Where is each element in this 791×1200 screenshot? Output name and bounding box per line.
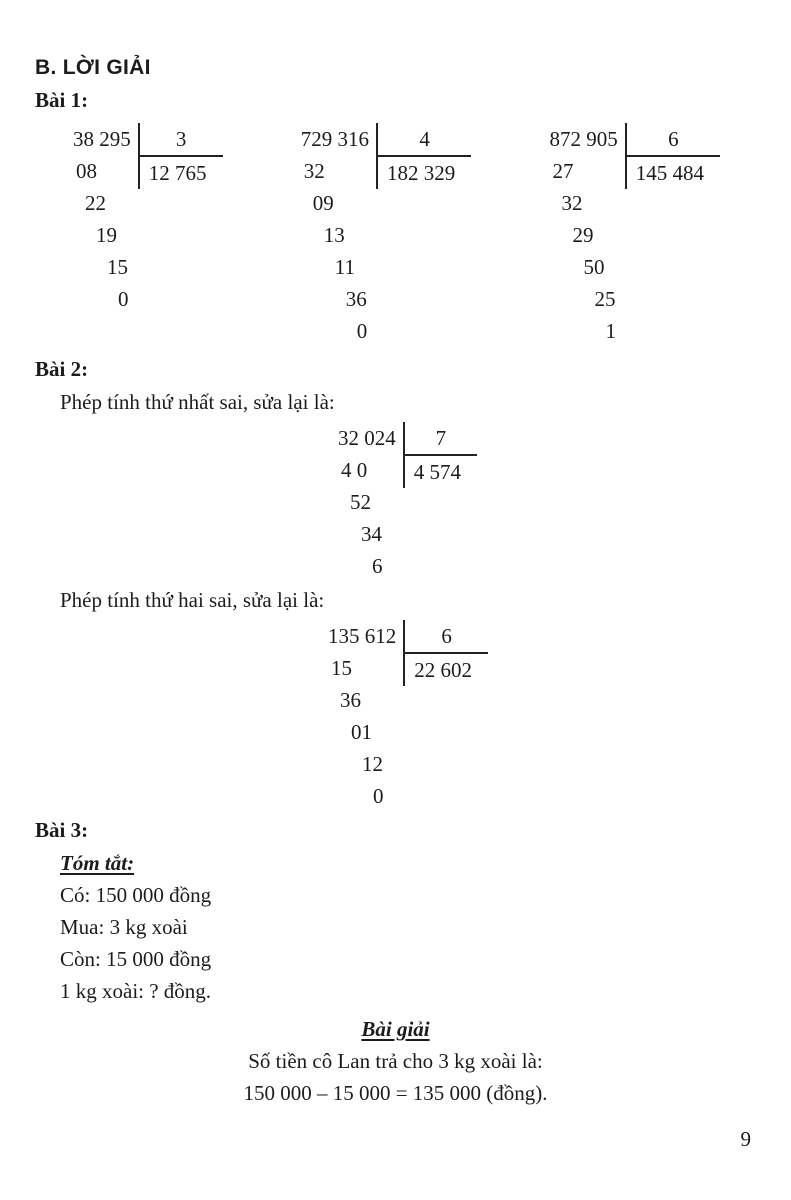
dividend: 38 295 (73, 127, 131, 151)
work-row: 22 (85, 191, 106, 215)
work-row: 19 (96, 223, 117, 247)
work-row: 4 0 (341, 458, 368, 482)
work-row: 12 (362, 752, 383, 776)
division-3-result-column (625, 123, 720, 189)
work-row: 36 (340, 688, 361, 712)
work-row: 29 (572, 223, 594, 247)
divisor: 6 (625, 123, 720, 155)
bai2-division-2 (328, 620, 756, 812)
dividend: 872 905 (549, 127, 618, 151)
dividend: 135 612 (328, 624, 397, 648)
divisor: 3 (138, 123, 223, 155)
work-row: 1 (605, 319, 616, 343)
work-row: 0 (118, 287, 129, 311)
division-2 (301, 123, 472, 347)
page-number: 9 (740, 1127, 751, 1151)
section-header: B. LỜI GIẢI (35, 56, 151, 79)
bai2-division-1-work-column (338, 422, 403, 582)
bai2-label: Bài 2: (35, 357, 89, 381)
bai2-division-2-result-column (403, 620, 488, 686)
quotient: 4 574 (403, 454, 477, 488)
bai1-divisions-row (35, 117, 756, 347)
quotient: 145 484 (625, 155, 720, 189)
bai3-summary-line: Mua: 3 kg xoài (60, 915, 188, 939)
work-row: 32 (561, 191, 583, 215)
bai3-solution-line: Số tiền cô Lan trả cho 3 kg xoài là: (248, 1049, 543, 1073)
bai3-summary-line: 1 kg xoài: ? đồng. (60, 979, 212, 1003)
bai3-summary-line: Còn: 15 000 đồng (60, 947, 212, 971)
work-row: 27 (552, 159, 574, 183)
division-1-result-column (138, 123, 223, 189)
work-row: 50 (583, 255, 605, 279)
bai3-label: Bài 3: (35, 818, 89, 842)
work-row: 36 (345, 287, 367, 311)
division-3 (550, 123, 721, 347)
divisor: 4 (376, 123, 471, 155)
bai2-division-2-work-column (328, 620, 403, 812)
division-2-result-column (376, 123, 471, 189)
work-row: 09 (312, 191, 334, 215)
bai2-intro-1: Phép tính thứ nhất sai, sửa lại là: (60, 390, 335, 414)
bai3-summary-line: Có: 150 000 đồng (60, 883, 212, 907)
work-row: 08 (76, 159, 97, 183)
division-3-work-column (550, 123, 625, 347)
dividend: 32 024 (338, 426, 396, 450)
bai2-intro-2: Phép tính thứ hai sai, sửa lại là: (60, 588, 325, 612)
quotient: 12 765 (138, 155, 223, 189)
division-2-work-column (301, 123, 376, 347)
work-row: 11 (334, 255, 355, 279)
work-row: 32 (303, 159, 325, 183)
work-row: 13 (323, 223, 345, 247)
work-row: 25 (594, 287, 616, 311)
division-1-work-column (73, 123, 138, 315)
work-row: 52 (350, 490, 371, 514)
quotient: 22 602 (403, 652, 488, 686)
bai2-division-1 (338, 422, 756, 582)
quotient: 182 329 (376, 155, 471, 189)
bai3-solution-line: 150 000 – 15 000 = 135 000 (đồng). (243, 1081, 548, 1105)
work-row: 15 (107, 255, 128, 279)
work-row: 6 (372, 554, 383, 578)
work-row: 0 (356, 319, 368, 343)
divisor: 7 (403, 422, 477, 454)
bai3-summary-title: Tóm tắt: (60, 851, 135, 875)
work-row: 15 (331, 656, 352, 680)
work-row: 01 (351, 720, 372, 744)
bai2-division-1-result-column (403, 422, 477, 488)
bai1-label: Bài 1: (35, 88, 89, 112)
bai3-solution-title: Bài giải (361, 1017, 430, 1041)
work-row: 34 (361, 522, 382, 546)
divisor: 6 (403, 620, 488, 652)
division-1 (73, 123, 223, 347)
work-row: 0 (373, 784, 384, 808)
dividend: 729 316 (300, 127, 369, 151)
